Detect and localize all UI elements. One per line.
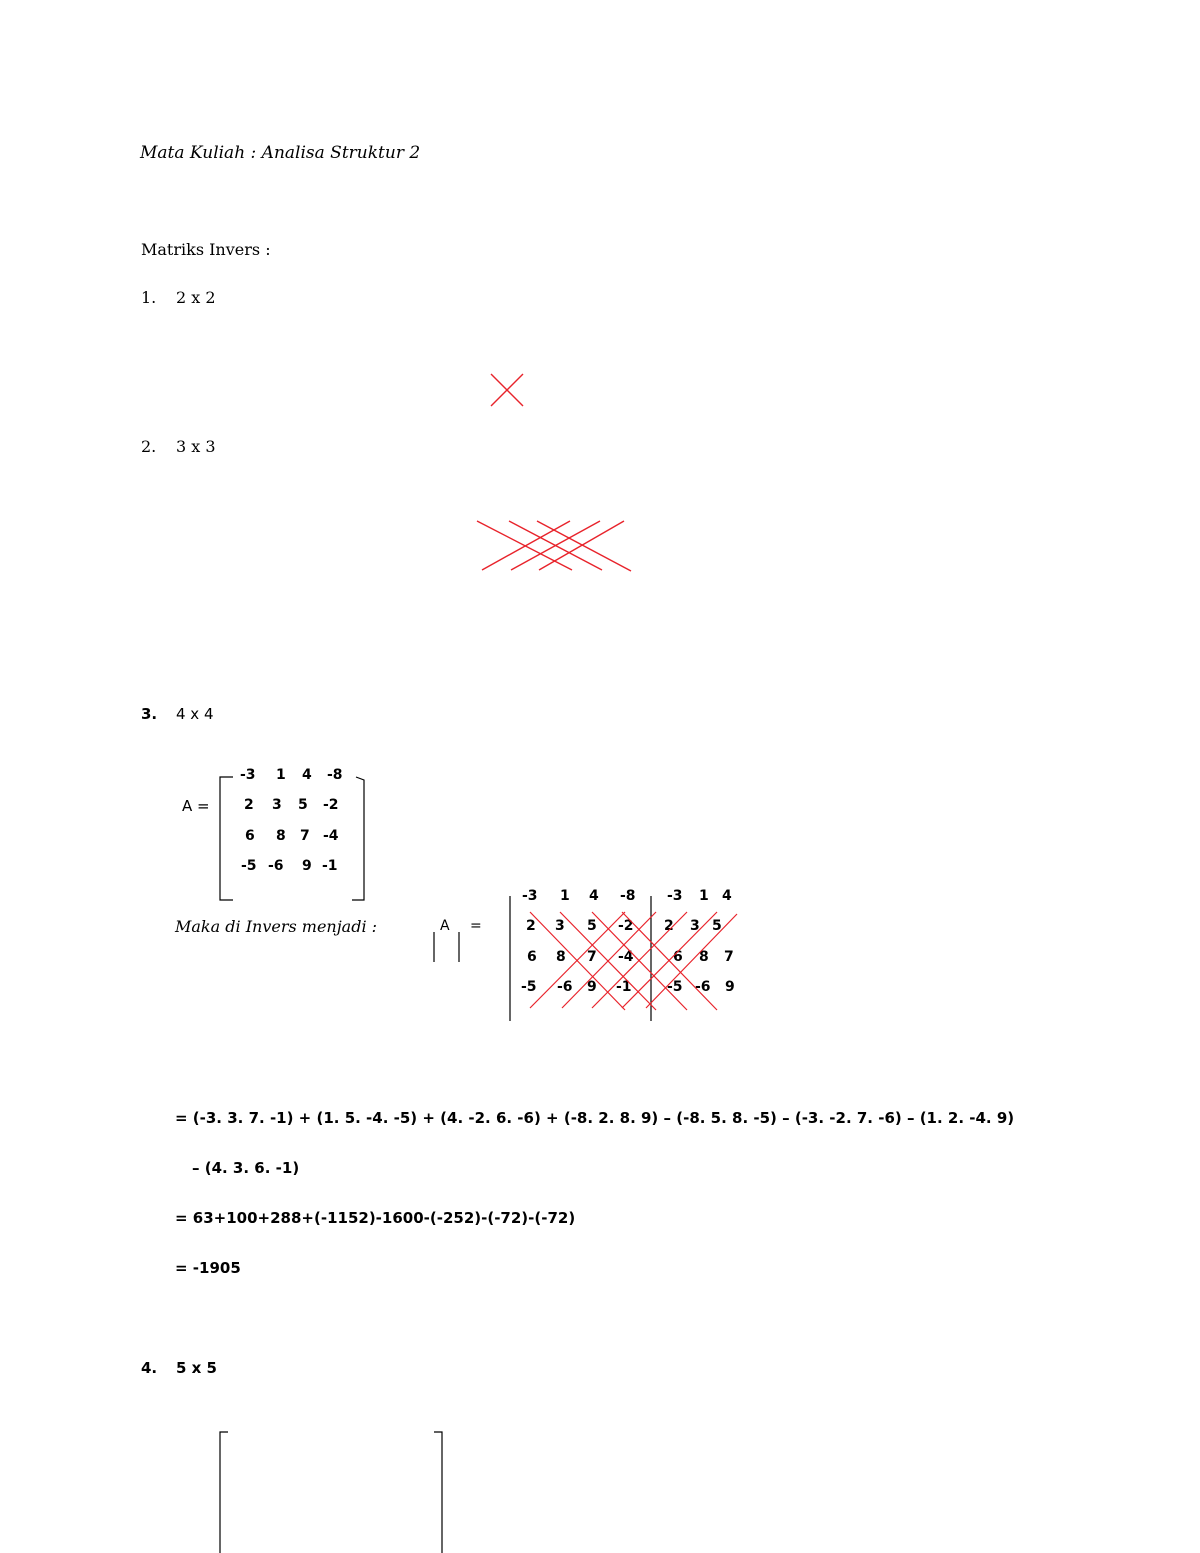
- matrix-5x5-bracket: [220, 1432, 442, 1553]
- det-cell: 9: [587, 979, 597, 995]
- det-cell: 2: [664, 918, 674, 934]
- det-cell: 2: [526, 918, 536, 934]
- det-cell: -5: [667, 979, 683, 995]
- matrix-cell: 5: [298, 797, 308, 813]
- list-item-num-1: 1.: [141, 288, 157, 307]
- det-cell: 6: [527, 949, 537, 965]
- list-item-num-3: 3.: [141, 705, 158, 723]
- matrix-a-label: A =: [182, 797, 210, 815]
- matrix-cell: 2: [244, 797, 254, 813]
- matrix-cell: 1: [276, 767, 286, 783]
- list-item-num-4: 4.: [141, 1359, 158, 1377]
- det-a-bars: [434, 932, 459, 962]
- det-cell: -1: [616, 979, 632, 995]
- matrix-cell: -8: [327, 767, 343, 783]
- det-cell: -6: [695, 979, 711, 995]
- det-cell: 6: [673, 949, 683, 965]
- matrix-cell: 9: [302, 858, 312, 874]
- section-title: Matriks Invers :: [141, 240, 271, 259]
- matrix-cell: -3: [240, 767, 256, 783]
- list-item-num-2: 2.: [141, 437, 157, 456]
- det-cell: -3: [522, 888, 538, 904]
- det-cell: 5: [712, 918, 722, 934]
- calc-line-3: = 63+100+288+(-1152)-1600-(-252)-(-72)-(-72): [175, 1209, 576, 1227]
- calc-line-1: = (-3. 3. 7. -1) + (1. 5. -4. -5) + (4. -2. 6. -6) + (-8. 2. 8. 9) – (-8. 5. 8. -5) – (-3. -2. 7. -6) – (1. 2. -4. 9): [175, 1109, 1015, 1127]
- matrix-cell: 7: [300, 828, 310, 844]
- det-cell: 1: [560, 888, 570, 904]
- det-cell: -3: [667, 888, 683, 904]
- matrix-cell: 3: [272, 797, 282, 813]
- det-cell: -4: [618, 949, 634, 965]
- matrix-cell: 6: [245, 828, 255, 844]
- matrix-cell: 4: [302, 767, 312, 783]
- calc-line-4: = -1905: [175, 1259, 241, 1277]
- matrix-a-bracket: [220, 777, 364, 900]
- det-cell: 4: [722, 888, 732, 904]
- det-cell: 3: [690, 918, 700, 934]
- det-cell: 1: [699, 888, 709, 904]
- det-diagonals-icon: [530, 912, 737, 1010]
- calc-line-2: – (4. 3. 6. -1): [192, 1159, 300, 1177]
- det-cell: 3: [555, 918, 565, 934]
- matrix-cell: 8: [276, 828, 286, 844]
- matrix-cell: -5: [241, 858, 257, 874]
- matrix-cell: -4: [323, 828, 339, 844]
- det-cell: 8: [556, 949, 566, 965]
- det-cell: -2: [618, 918, 634, 934]
- matrix-cell: -6: [268, 858, 284, 874]
- det-cell: 7: [724, 949, 734, 965]
- det-cell: 7: [587, 949, 597, 965]
- det-cell: 4: [589, 888, 599, 904]
- list-item-label-2: 3 x 3: [176, 437, 216, 456]
- list-item-label-1: 2 x 2: [176, 288, 216, 307]
- det-cell: 5: [587, 918, 597, 934]
- det-equals: =: [470, 918, 482, 934]
- inverse-label: Maka di Invers menjadi :: [175, 917, 378, 936]
- course-title: Mata Kuliah : Analisa Struktur 2: [140, 143, 421, 163]
- det-cell: -8: [620, 888, 636, 904]
- cross-2x2-icon: [491, 374, 523, 406]
- cross-3x3-icon: [477, 521, 631, 571]
- det-block-bars: [510, 896, 651, 1021]
- det-label: A: [440, 918, 450, 934]
- det-cell: -5: [521, 979, 537, 995]
- list-item-label-3: 4 x 4: [176, 705, 214, 723]
- det-cell: 8: [699, 949, 709, 965]
- list-item-label-4: 5 x 5: [176, 1359, 217, 1377]
- det-cell: -6: [557, 979, 573, 995]
- matrix-cell: -2: [323, 797, 339, 813]
- det-cell: 9: [725, 979, 735, 995]
- matrix-cell: -1: [322, 858, 338, 874]
